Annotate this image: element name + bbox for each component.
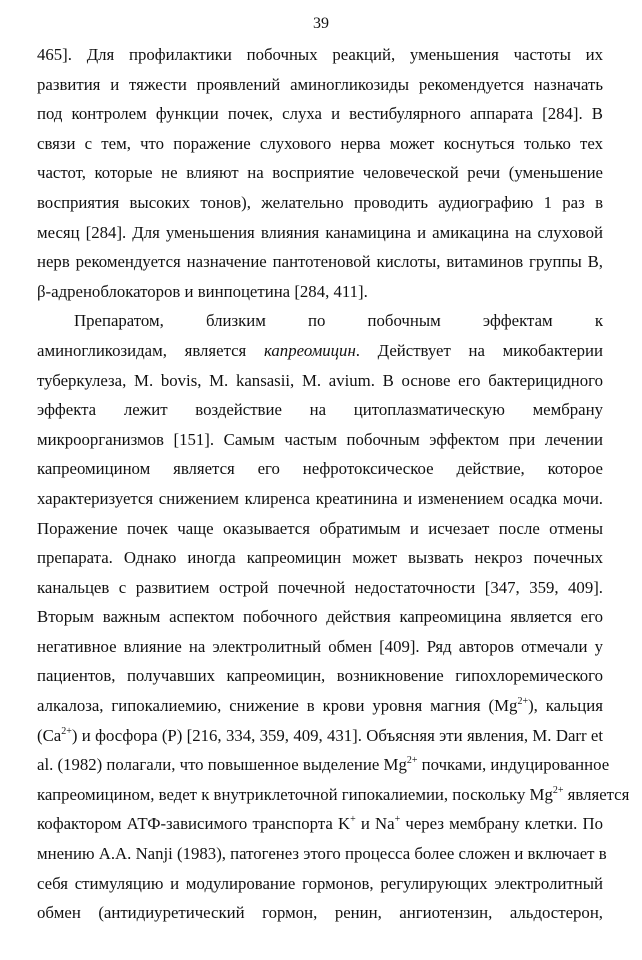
text-line: [37, 839, 607, 869]
text-line: [37, 188, 603, 218]
body-text: [37, 40, 630, 928]
text-run: пациентов, получавших капреомицин, возникновение гипохлоремического: [37, 666, 603, 686]
text-run: ), кальция: [528, 696, 603, 716]
superscript: 2+: [552, 784, 564, 796]
text-run: почками, индуцированное: [417, 755, 610, 775]
text-run: Препаратом, близким по побочным эффектам к: [74, 311, 603, 331]
text-run: (Ca: [37, 725, 62, 745]
text-line: [37, 425, 603, 455]
text-line: [37, 306, 603, 336]
text-line: [37, 780, 630, 810]
text-run: является: [563, 784, 630, 804]
page-number: 39: [313, 15, 329, 32]
text-line: [37, 247, 603, 277]
superscript: +: [350, 814, 356, 826]
text-run: микроорганизмов [151]. Самым частым побочным эффектом при лечении: [37, 429, 603, 449]
text-run: себя стимуляцию и модулирование гормонов, регулирующих электролитный: [37, 873, 603, 893]
superscript: 2+: [517, 696, 529, 708]
text-line: [37, 336, 603, 366]
text-run: связи с тем, что поражение слухового нерва может коснуться только тех: [37, 133, 603, 153]
text-line: [37, 454, 603, 484]
text-line: [37, 573, 603, 603]
text-run: частот, которые не влияют на восприятие человеческой речи (уменьшение: [37, 163, 603, 183]
text-run: нерв рекомендуется назначение пантотеновой кислоты, витаминов группы В,: [37, 252, 603, 272]
text-line: [37, 40, 603, 70]
text-run: обмен (антидиуретический гормон, ренин, ангиотензин, альдостерон,: [37, 903, 603, 923]
text-line: [37, 366, 603, 396]
text-run: Вторым важным аспектом побочного действия капреомицина является его: [37, 607, 603, 627]
text-run: месяц [284]. Для уменьшения влияния канамицина и амикацина на слуховой: [37, 222, 603, 242]
text-line: [37, 721, 603, 751]
text-line: [37, 750, 610, 780]
text-run: . Действует на микобактерии: [355, 340, 604, 360]
text-line: [37, 70, 603, 100]
text-run: алкалоза, гипокалиемию, снижение в крови уровня магния (Mg: [37, 696, 518, 716]
text-run: развития и тяжести проявлений аминогликозиды рекомендуется назначать: [37, 74, 603, 94]
text-line: [37, 277, 603, 307]
text-run: под контролем функции почек, слуха и вестибулярного аппарата [284]. В: [37, 104, 603, 124]
text-run: препарата. Однако иногда капреомицин может вызвать некроз почечных: [37, 548, 603, 568]
text-run: al. (1982) полагали, что повышенное выделение Mg: [37, 755, 407, 775]
text-run: канальцев с развитием острой почечной недостаточности [347, 359, 409].: [37, 577, 603, 597]
text-line: [37, 691, 603, 721]
text-line: [37, 898, 603, 928]
text-line: [37, 514, 603, 544]
text-run: β-адреноблокаторов и винпоцетина [284, 411].: [37, 281, 368, 301]
text-line: [37, 99, 603, 129]
text-line: [37, 218, 603, 248]
superscript: +: [394, 814, 401, 826]
superscript: 2+: [406, 755, 418, 767]
text-line: [37, 661, 603, 691]
text-run: кофактором АТФ-зависимого транспорта K: [37, 814, 351, 834]
text-run: туберкулеза, M. bovis, M. kansasii, M. avium. В основе его бактерицидного: [37, 370, 603, 390]
text-line: [37, 602, 603, 632]
text-run: капреомицином, ведет к внутриклеточной гипокалиемии, поскольку Mg: [37, 784, 553, 804]
text-line: [37, 543, 603, 573]
text-line: [37, 129, 603, 159]
text-run: ) и фосфора (P) [216, 334, 359, 409, 431]. Объясняя эти явления, M. Darr et: [71, 725, 603, 745]
superscript: 2+: [61, 725, 72, 737]
text-run: через мембрану клетки. По: [400, 814, 603, 834]
text-run: Поражение почек чаще оказывается обратимым и исчезает после отмены: [37, 518, 603, 538]
text-line: [37, 809, 603, 839]
text-line: [37, 484, 603, 514]
italic-term: капреомицин: [263, 340, 356, 360]
text-run: аминогликозидам, является: [37, 340, 264, 360]
text-line: [37, 158, 603, 188]
text-line: [37, 869, 603, 899]
text-run: эффекта лежит воздействие на цитоплазматическую мембрану: [37, 400, 603, 420]
text-line: [37, 395, 603, 425]
text-run: восприятия высоких тонов), желательно проводить аудиографию 1 раз в: [37, 192, 603, 212]
text-run: мнению A.A. Nanji (1983), патогенез этого процесса более сложен и включает в: [37, 844, 607, 864]
text-run: и Na: [355, 814, 395, 834]
text-run: 465]. Для профилактики побочных реакций, уменьшения частоты их: [37, 45, 603, 64]
text-run: капреомицином является его нефротоксическое действие, которое: [37, 459, 603, 479]
text-run: характеризуется снижением клиренса креатинина и изменением осадка мочи.: [37, 488, 603, 508]
text-line: [37, 632, 603, 662]
text-run: негативное влияние на электролитный обмен [409]. Ряд авторов отмечали у: [37, 636, 603, 656]
